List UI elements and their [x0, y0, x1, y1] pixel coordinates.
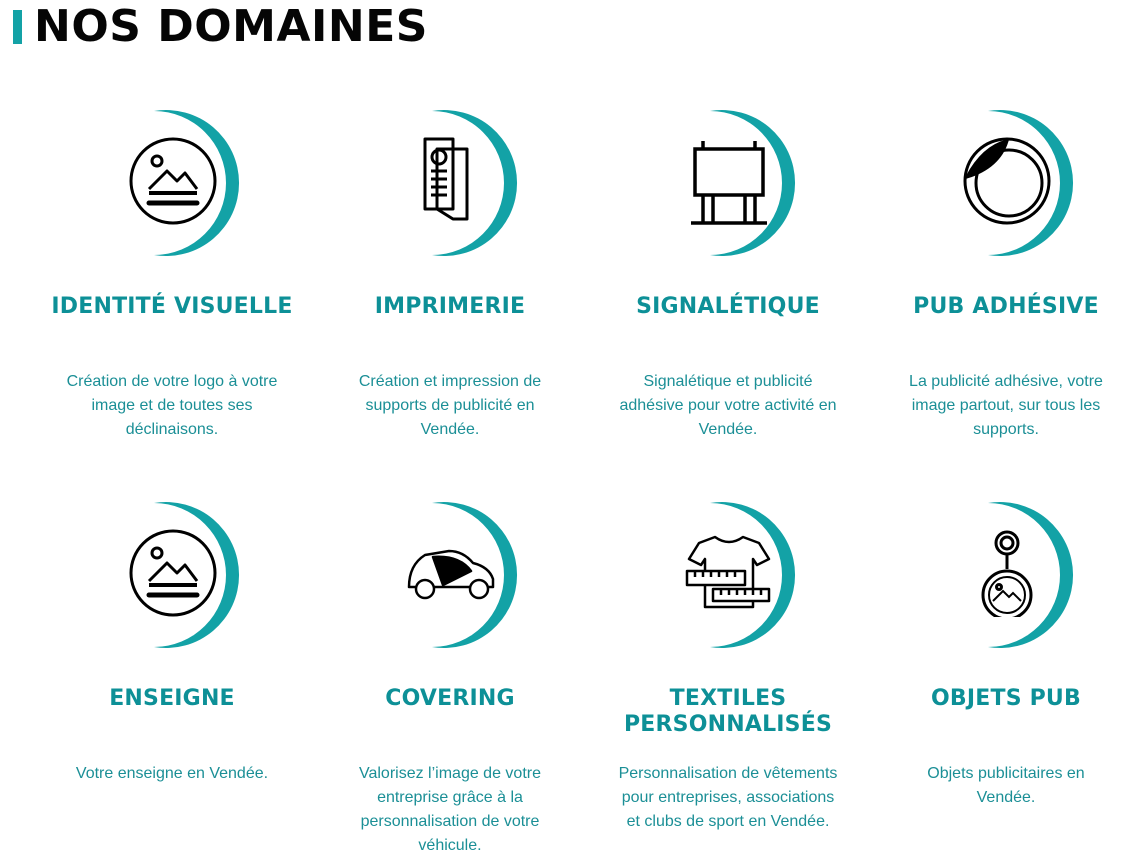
- card-textiles-personnalises[interactable]: [603, 500, 853, 834]
- card-identite-visuelle[interactable]: [47, 108, 297, 442]
- card-title: TEXTILES PERSONNALISÉS: [623, 686, 832, 737]
- card-description: Création de votre logo à votre image et de toutes ses déclinaisons.: [66, 373, 278, 438]
- card-description: La publicité adhésive, votre image partout, sur tous les supports.: [909, 373, 1103, 438]
- card-title: IDENTITÉ VISUELLE: [51, 294, 293, 319]
- keychain-icon: [963, 529, 1051, 617]
- card-title: ENSEIGNE: [109, 686, 235, 711]
- card-description: Création et impression de supports de publicité en Vendée.: [358, 373, 542, 438]
- section-title-text: NOS DOMAINES: [34, 1, 428, 52]
- section-title: [13, 1, 428, 52]
- sticker-peel-icon: [963, 137, 1051, 225]
- card-imprimerie[interactable]: [325, 108, 575, 442]
- image-badge-icon: [129, 529, 217, 617]
- card-description: Valorisez l’image de votre entreprise grâce à la personnalisation de votre véhicule.: [358, 765, 541, 854]
- card-description: Personnalisation de vêtements pour entreprises, associations et clubs de sport en Vendée.: [618, 765, 838, 830]
- card-description: Objets publicitaires en Vendée.: [927, 765, 1085, 806]
- card-pub-adhesive[interactable]: [881, 108, 1131, 442]
- print-document-icon: [407, 137, 495, 225]
- title-accent-bar: [13, 10, 22, 44]
- card-title: COVERING: [385, 686, 515, 711]
- image-badge-icon: [129, 137, 217, 225]
- card-enseigne[interactable]: [47, 500, 297, 786]
- signboard-icon: [685, 137, 773, 225]
- card-title: OBJETS PUB: [931, 686, 1081, 711]
- card-description: Signalétique et publicité adhésive pour votre activité en Vendée.: [619, 373, 837, 438]
- tshirt-measure-icon: [685, 529, 773, 617]
- card-description: Votre enseigne en Vendée.: [75, 765, 269, 782]
- card-objets-pub[interactable]: [881, 500, 1131, 810]
- card-title: PUB ADHÉSIVE: [913, 294, 1099, 319]
- card-signaletique[interactable]: [603, 108, 853, 442]
- card-title: IMPRIMERIE: [374, 294, 526, 319]
- card-covering[interactable]: [325, 500, 575, 858]
- card-title: SIGNALÉTIQUE: [636, 294, 820, 319]
- car-wrap-icon: [407, 529, 495, 617]
